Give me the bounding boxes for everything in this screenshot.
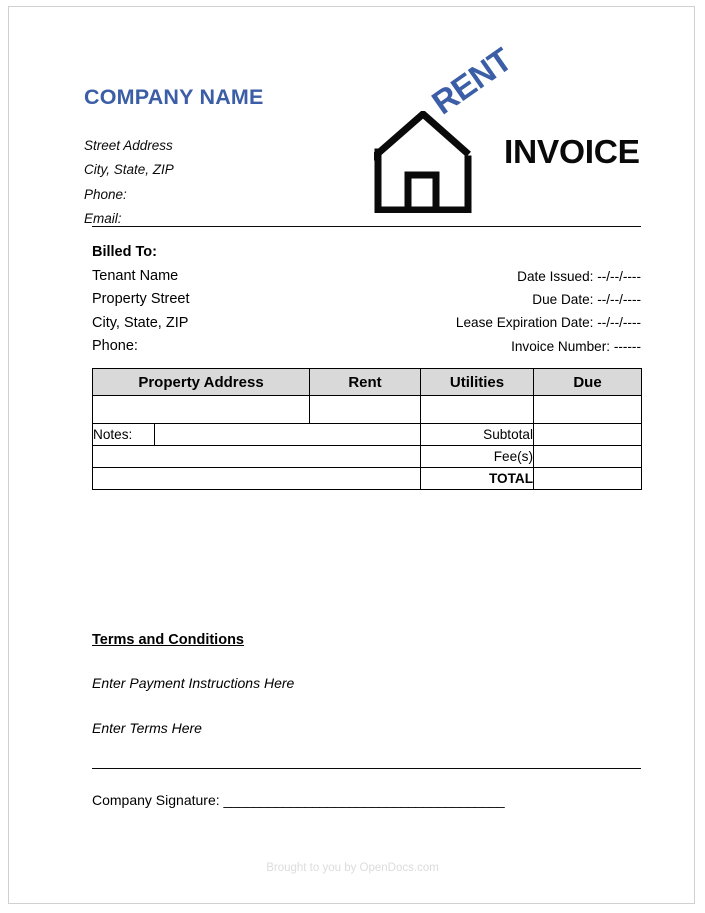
fees-label: Fee(s): [421, 446, 534, 468]
notes-label: Notes:: [93, 424, 155, 446]
company-address-line: City, State, ZIP: [84, 162, 174, 178]
date-issued: Date Issued: --/--/----: [517, 269, 641, 284]
invoice-number: Invoice Number: ------: [511, 338, 641, 354]
terms-text[interactable]: Enter Terms Here: [92, 720, 202, 736]
total-label: TOTAL: [421, 468, 534, 490]
company-phone-label: Phone:: [84, 186, 127, 202]
signature-block: [92, 792, 504, 808]
terms-title: Terms and Conditions: [92, 632, 244, 648]
notes-area-continued[interactable]: [93, 468, 421, 490]
property-street: Property Street: [92, 291, 190, 308]
cell-rent[interactable]: [310, 396, 421, 424]
column-header-property-address: Property Address: [93, 369, 310, 396]
subtotal-value[interactable]: [534, 424, 642, 446]
rent-wordmark: RENT: [425, 40, 519, 122]
invoice-logo: [374, 40, 640, 217]
company-email-label: Email:: [84, 210, 122, 226]
header-divider: [92, 226, 641, 227]
company-name: COMPANY NAME: [84, 85, 264, 109]
signature-label: Company Signature:: [92, 792, 220, 808]
line-items-table: [92, 368, 642, 490]
due-date: Due Date: --/--/----: [532, 292, 641, 308]
payment-instructions[interactable]: Enter Payment Instructions Here: [92, 675, 295, 691]
tenant-name: Tenant Name: [92, 267, 179, 284]
cell-property-address[interactable]: [93, 396, 310, 424]
billed-to-title: Billed To:: [92, 244, 157, 260]
signature-line[interactable]: ______________________________________: [223, 792, 505, 808]
tenant-city-state-zip: City, State, ZIP: [92, 314, 189, 331]
table-header-row: [93, 369, 642, 396]
footer-attribution: Brought to you by OpenDocs.com: [266, 862, 439, 874]
notes-subtotal-row: [93, 424, 642, 446]
cell-due[interactable]: [534, 396, 642, 424]
total-row: [93, 468, 642, 490]
tenant-phone-label: Phone:: [92, 338, 138, 355]
cell-utilities[interactable]: [421, 396, 534, 424]
document-header: [84, 40, 640, 226]
billed-to-block: [92, 241, 190, 359]
house-icon: [374, 111, 474, 218]
column-header-due: Due: [534, 369, 642, 396]
lease-expiration-date: Lease Expiration Date: --/--/----: [455, 315, 641, 331]
invoice-meta-block: [214, 265, 641, 358]
signature-divider: [92, 768, 641, 769]
company-address: [84, 134, 174, 231]
company-address-line: Street Address: [84, 138, 173, 153]
column-header-utilities: Utilities: [421, 369, 534, 396]
invoice-content: [84, 7, 641, 903]
invoice-page: [8, 6, 695, 904]
fees-row: [93, 446, 642, 468]
table-row: [93, 396, 642, 424]
fees-value[interactable]: [534, 446, 642, 468]
notes-input[interactable]: [155, 424, 421, 446]
column-header-rent: Rent: [310, 369, 421, 396]
invoice-wordmark: INVOICE: [504, 134, 640, 171]
subtotal-label: Subtotal: [421, 424, 534, 446]
total-value[interactable]: [534, 468, 642, 490]
notes-area-continued[interactable]: [93, 446, 421, 468]
